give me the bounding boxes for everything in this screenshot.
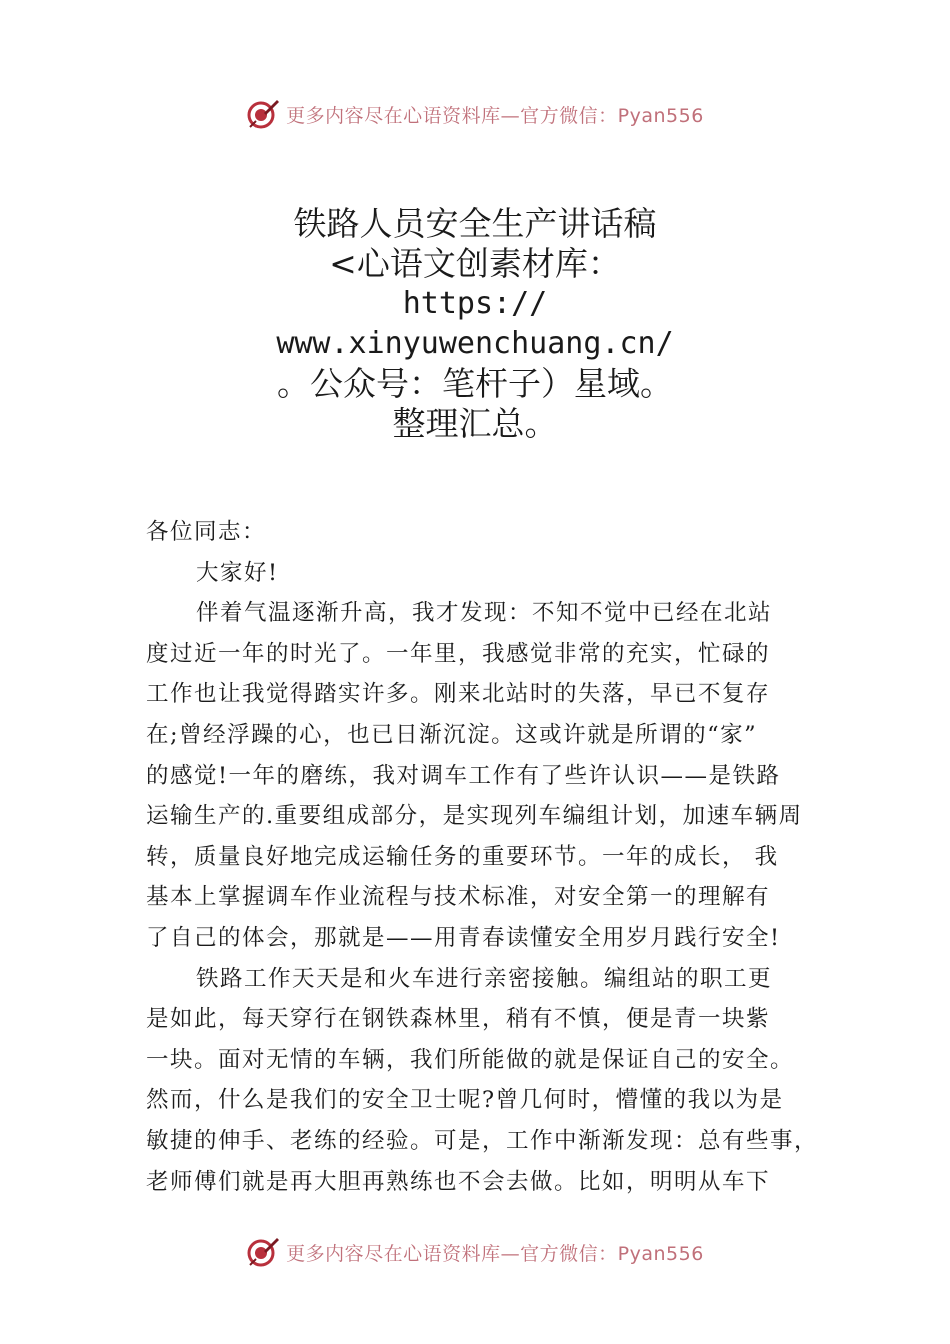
banner-text: 更多内容尽在心语资料库—官方微信：Pyan556 (286, 1242, 704, 1265)
banner-text: 更多内容尽在心语资料库—官方微信：Pyan556 (286, 104, 704, 127)
quill-pen-seal-icon (246, 1235, 280, 1269)
wechat-id: Pyan556 (617, 104, 704, 127)
paragraph-line: 铁路工作天天是和火车进行亲密接触。编组站的职工更 (196, 965, 773, 992)
title-line: 。公众号：笔杆子）星域。 (277, 364, 673, 403)
paragraph-line: 一块。面对无情的车辆，我们所能做的就是保证自己的安全。 (146, 1046, 795, 1073)
paragraph-line: 在;曾经浮躁的心，也已日渐沉淀。这或许就是所谓的“家” (146, 721, 758, 748)
footer-banner (0, 1232, 950, 1272)
paragraph-line: 伴着气温逐渐升高，我才发现：不知不觉中已经在北站 (196, 600, 773, 627)
paragraph-line: 运输生产的.重要组成部分，是实现列车编组计划，加速车辆周 (146, 803, 803, 830)
paragraph-line: 的感觉!一年的磨练，我对调车工作有了些许认识——是铁路 (146, 762, 781, 789)
paragraph-line: 工作也让我觉得踏实许多。刚来北站时的失落，早已不复存 (146, 681, 771, 708)
paragraph-line: 度过近一年的时光了。一年里，我感觉非常的充实，忙碌的 (146, 640, 771, 667)
speech-body (146, 512, 836, 1202)
title-line: <心语文创素材库： (329, 244, 621, 283)
paragraph-line: 老师傅们就是再大胆再熟练也不会去做。比如，明明从车下 (146, 1168, 771, 1195)
paragraph-line: 然而，什么是我们的安全卫士呢?曾几何时，懵懂的我以为是 (146, 1087, 784, 1114)
paragraph-line: 了自己的体会，那就是——用青春读懂安全用岁月践行安全! (146, 924, 781, 951)
header-banner (0, 94, 950, 134)
title-url-line: www.xinyuwenchuang.cn/ (276, 326, 674, 361)
paragraph-line: 是如此，每天穿行在钢铁森林里，稍有不慎，便是青一块紫 (146, 1006, 771, 1033)
wechat-id: Pyan556 (617, 1242, 704, 1265)
paragraph-line: 转，质量良好地完成运输任务的重要环节。一年的成长， 我 (146, 843, 779, 870)
quill-pen-seal-icon (246, 97, 280, 131)
title-line: 铁路人员安全生产讲话稿 (293, 204, 657, 243)
salutation: 各位同志： (146, 519, 267, 545)
title-line: 整理汇总。 (392, 404, 558, 443)
document-title (0, 204, 950, 444)
paragraph-line: 基本上掌握调车作业流程与技术标准，对安全第一的理解有 (146, 884, 771, 911)
title-url-line: https:// (402, 286, 548, 321)
paragraph-line: 敏捷的伸手、老练的经验。可是，工作中渐渐发现：总有些事， (146, 1127, 819, 1154)
greeting: 大家好! (196, 559, 279, 586)
